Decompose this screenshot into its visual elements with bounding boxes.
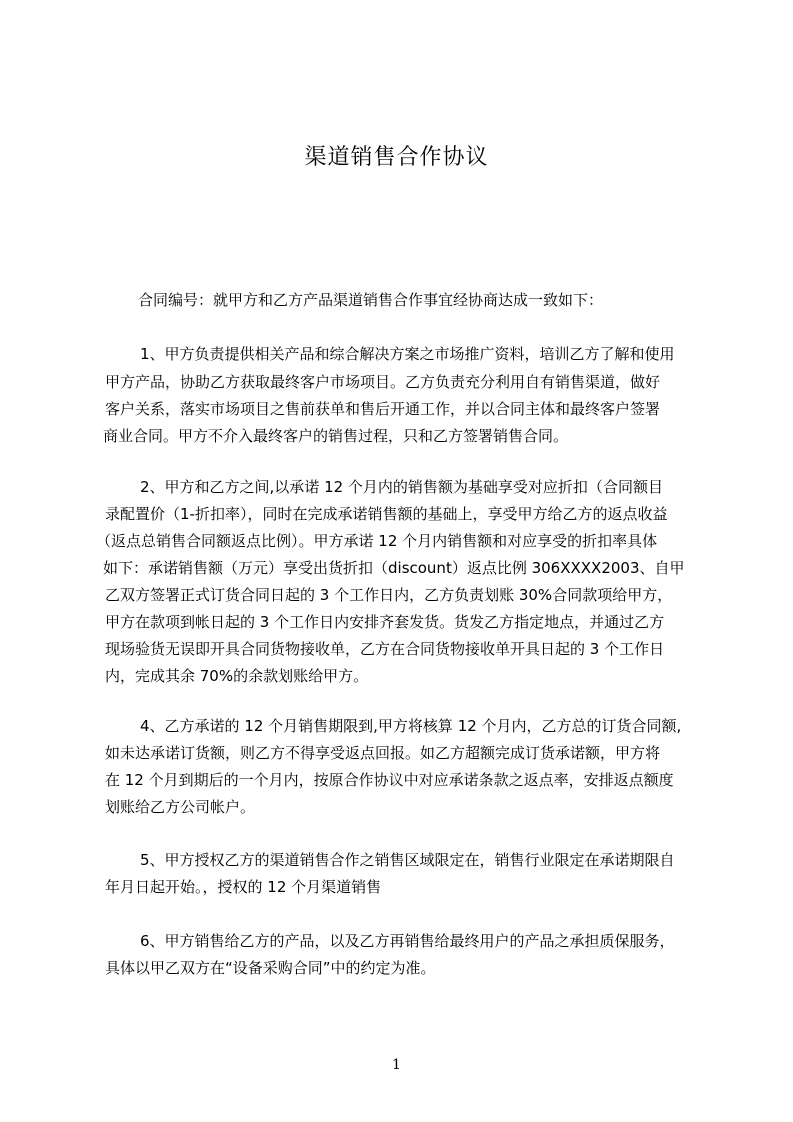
clause-line: 现场验货无误即开具合同货物接收单，乙方在合同货物接收单开具日起的 3 个工作日: [105, 640, 665, 658]
clause-line: 商业合同。甲方不介入最终客户的销售过程，只和乙方签署销售合同。: [103, 427, 569, 445]
clause-line: 1、甲方负责提供相关产品和综合解决方案之市场推广资料，培训乙方了解和使用: [140, 345, 675, 363]
clause-line: 甲方在款项到帐日起的 3 个工作日内安排齐套发货。货发乙方指定地点，并通过乙方: [105, 613, 665, 631]
clause-line: 具体以甲乙双方在“设备采购合同”中的约定为准。: [105, 959, 436, 977]
clause-line: 客户关系，落实市场项目之售前获单和售后开通工作，并以合同主体和最终客户签署: [105, 400, 661, 418]
document-title: 渠道销售合作协议: [304, 145, 489, 170]
page-number: 1: [392, 1057, 401, 1073]
clause-line: 如下：承诺销售额（万元）享受出货折扣（discount）返点比例 306XXXX2003、自甲: [103, 559, 685, 577]
clause-line: 年月日起开始。，授权的 12 个月渠道销售: [105, 878, 382, 896]
clause-line: 录配置价（1-折扣率），同时在完成承诺销售额的基础上，享受甲方给乙方的返点收益: [105, 505, 668, 523]
clause-line: 如未达承诺订货额，则乙方不得享受返点回报。如乙方超额完成订货承诺额，甲方将: [105, 744, 661, 762]
clause-line: （返点总销售合同额返点比例）。甲方承诺 12 个月内销售额和对应享受的折扣率具体: [96, 532, 658, 550]
clause-line: 内，完成其余 70%的余款划账给甲方。: [105, 667, 369, 685]
clause-line: 划账给乙方公司帐户。: [105, 798, 256, 816]
clause-line: 2、甲方和乙方之间,以承诺 12 个月内的销售额为基础享受对应折扣（合同额目: [140, 478, 663, 496]
clause-line: 4、乙方承诺的 12 个月销售期限到,甲方将核算 12 个月内，乙方总的订货合同额,: [140, 717, 682, 735]
clause-line: 在 12 个月到期后的一个月内，按原合作协议中对应承诺条款之返点率，安排返点额度: [105, 771, 674, 789]
clause-line: 甲方产品，协助乙方获取最终客户市场项目。乙方负责充分利用自有销售渠道，做好: [105, 373, 661, 391]
clause-line: 6、甲方销售给乙方的产品，以及乙方再销售给最终用户的产品之承担质保服务，: [140, 932, 675, 950]
clause-line: 5、甲方授权乙方的渠道销售合作之销售区域限定在，销售行业限定在承诺期限自: [140, 851, 675, 869]
intro-line: 合同编号：就甲方和乙方产品渠道销售合作事宜经协商达成一致如下：: [138, 291, 604, 309]
clause-line: 乙双方签署正式订货合同日起的 3 个工作日内，乙方负责划账 30%合同款项给甲方，: [105, 586, 673, 604]
